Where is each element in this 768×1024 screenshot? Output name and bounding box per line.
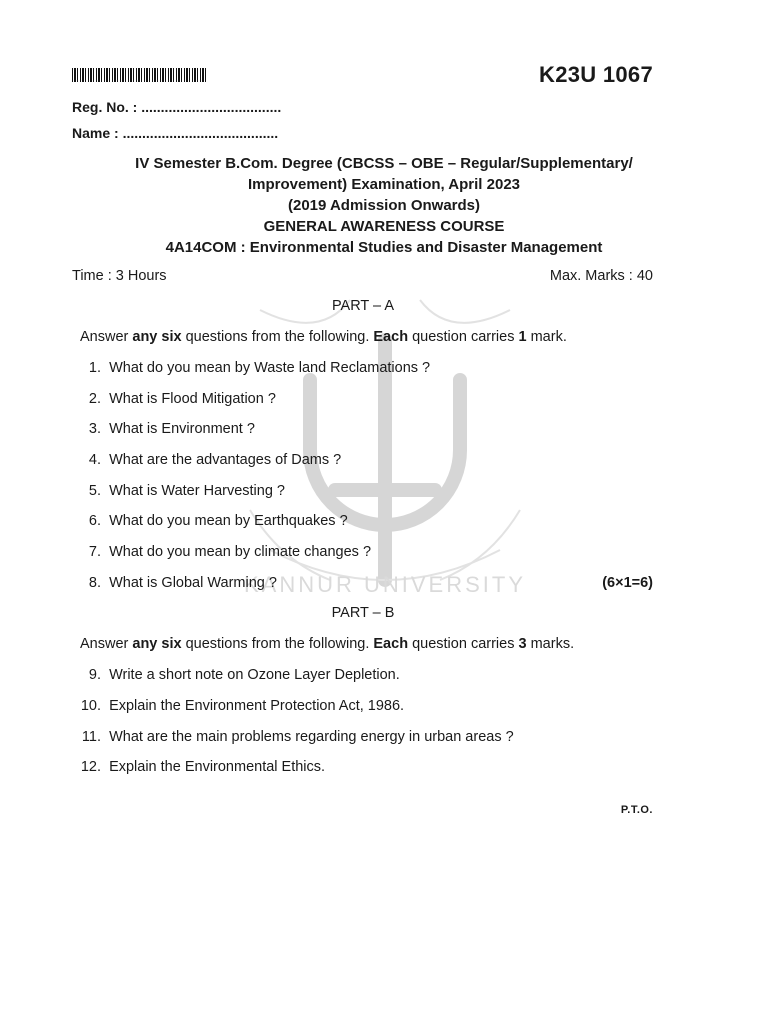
- question-item: 6. What do you mean by Earthquakes ?: [88, 513, 348, 529]
- reg-no-field: Reg. No. : ....................................: [72, 99, 282, 115]
- max-marks-label: Max. Marks : 40: [549, 268, 653, 284]
- question-item: 8. What is Global Warming ? (6×1=6): [88, 575, 653, 591]
- question-item: 11. What are the main problems regarding energy in urban areas ?: [81, 729, 514, 745]
- title-line-1: IV Semester B.Com. Degree (CBCSS – OBE – Regular/Supplementary/: [135, 155, 633, 172]
- title-line-2: Improvement) Examination, April 2023: [247, 176, 521, 193]
- exam-code: K23U 1067: [539, 62, 653, 87]
- part-b-instructions: Answer any six questions from the following. Each question carries 3 marks.: [80, 636, 575, 652]
- exam-title: [0, 153, 768, 258]
- question-item: 10. Explain the Environment Protection Act, 1986.: [80, 698, 405, 714]
- part-a-label: PART – A: [331, 298, 395, 314]
- title-line-3: (2019 Admission Onwards): [288, 197, 480, 214]
- exam-meta: [72, 268, 653, 284]
- question-item: 9. Write a short note on Ozone Layer Depletion.: [88, 667, 400, 683]
- svg-text:KANNUR UNIVERSITY: KANNUR UNIVERSITY: [243, 572, 527, 597]
- question-item: 7. What do you mean by climate changes ?: [88, 544, 372, 560]
- pto-label: P.T.O.: [620, 804, 653, 816]
- part-b-label: PART – B: [331, 605, 395, 621]
- title-line-5: 4A14COM : Environmental Studies and Disaster Management: [165, 239, 603, 256]
- question-item: 3. What is Environment ?: [88, 421, 255, 437]
- barcode: [72, 68, 206, 82]
- part-a-instructions: Answer any six questions from the following. Each question carries 1 mark.: [80, 329, 567, 345]
- time-label: Time : 3 Hours: [72, 268, 167, 284]
- question-item: 4. What are the advantages of Dams ?: [88, 452, 342, 468]
- title-line-4: GENERAL AWARENESS COURSE: [263, 218, 505, 235]
- part-a-marks: (6×1=6): [602, 575, 653, 591]
- question-item: 5. What is Water Harvesting ?: [88, 483, 285, 499]
- question-item: 2. What is Flood Mitigation ?: [88, 391, 276, 407]
- name-field: Name : ........................................: [72, 125, 279, 141]
- question-item: 12. Explain the Environmental Ethics.: [80, 759, 326, 775]
- question-item: 1. What do you mean by Waste land Reclamations ?: [88, 360, 431, 376]
